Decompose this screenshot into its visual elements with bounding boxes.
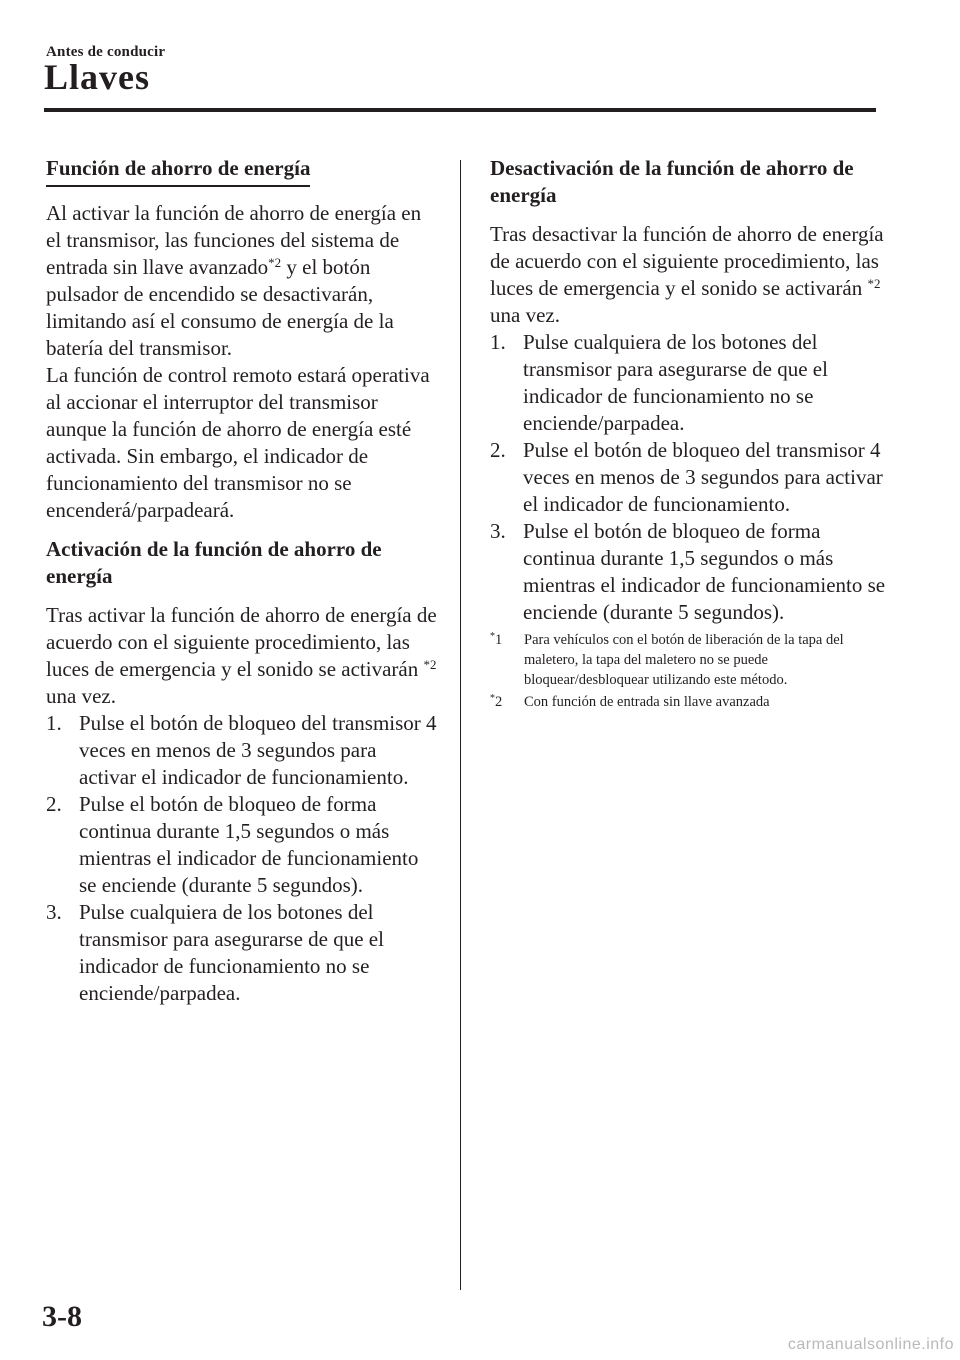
deactivation-heading: Desactivación de la función de ahorro de energía [490, 156, 854, 207]
left-column [46, 155, 438, 1007]
activation-steps [46, 710, 438, 1007]
intro-text-b: y el botón pulsador de encendido se desactivarán, limitando así el consumo de energía de la batería del transmisor. [46, 255, 394, 360]
asterisk: * [490, 693, 495, 704]
intro-paragraph [46, 200, 438, 362]
step-text: Pulse el botón de bloqueo del transmisor 4 veces en menos de 3 segundos para activar el indicador de funcionamiento. [523, 438, 883, 516]
footnote-marker [490, 630, 502, 650]
activation-heading: Activación de la función de ahorro de energía [46, 537, 382, 588]
energy-saving-heading: Función de ahorro de energía [46, 155, 310, 187]
column-divider [460, 160, 461, 1290]
footnote-1 [490, 630, 890, 690]
step-text: Pulse el botón de bloqueo del transmisor 4 veces en menos de 3 segundos para activar el indicador de funcionamiento. [79, 711, 437, 789]
step-number: 1. [46, 711, 62, 735]
watermark: carmanualsonline.info [787, 1336, 954, 1353]
step-number: 2. [46, 792, 62, 816]
footnotes [490, 630, 890, 712]
list-item [490, 437, 890, 518]
deactivation-intro-text-b: una vez. [490, 303, 560, 327]
chapter-title: Llaves [44, 57, 151, 97]
activation-intro-text-b: una vez. [46, 684, 116, 708]
section-label: Antes de conducir [46, 44, 166, 60]
footnote-ref: *2 [867, 276, 881, 291]
activation-intro-text-a: Tras activar la función de ahorro de energía de acuerdo con el siguiente procedimiento, las luces de emergencia y el sonido se activarán [46, 603, 437, 681]
footnote-ref: *2 [423, 657, 437, 672]
footnote-2 [490, 692, 890, 712]
footnote-number: 2 [495, 694, 503, 710]
asterisk: * [490, 631, 495, 642]
step-number: 2. [490, 438, 506, 462]
step-number: 3. [490, 519, 506, 543]
page-number: 3-8 [42, 1300, 82, 1333]
intro-text-a: Al activar la función de ahorro de energía en el transmisor, las funciones del sistema de entrada sin llave avanzado [46, 201, 422, 279]
deactivation-intro [490, 221, 890, 329]
footnote-number: 1 [495, 632, 503, 648]
step-text: Pulse el botón de bloqueo de forma continua durante 1,5 segundos o más mientras el indicador de funcionamiento se enciende (durante 5 segundos). [523, 519, 886, 624]
deactivation-steps [490, 329, 890, 626]
step-text: Pulse cualquiera de los botones del transmisor para asegurarse de que el indicador de funcionamiento no se enciende/parpadea. [79, 900, 384, 1005]
list-item [490, 329, 890, 437]
footnote-marker [490, 692, 502, 712]
deactivation-intro-text-a: Tras desactivar la función de ahorro de energía de acuerdo con el siguiente procedimiento, las luces de emergencia y el sonido se activarán [490, 222, 884, 300]
list-item [46, 710, 438, 791]
step-number: 1. [490, 330, 506, 354]
step-number: 3. [46, 900, 62, 924]
step-text: Pulse el botón de bloqueo de forma continua durante 1,5 segundos o más mientras el indicador de funcionamiento se enciende (durante 5 segundos). [79, 792, 419, 897]
step-text: Pulse cualquiera de los botones del transmisor para asegurarse de que el indicador de funcionamiento no se enciende/parpadea. [523, 330, 828, 435]
header-rule [44, 108, 876, 112]
footnote-ref: *2 [268, 255, 282, 270]
list-item [490, 518, 890, 626]
activation-intro [46, 602, 438, 710]
footnote-text: Con función de entrada sin llave avanzada [524, 694, 770, 710]
footnote-text: Para vehículos con el botón de liberación de la tapa del maletero, la tapa del maletero no se puede bloquear/desbloquear utilizando este método. [524, 632, 844, 688]
right-column [490, 155, 890, 714]
list-item [46, 899, 438, 1007]
list-item [46, 791, 438, 899]
remote-control-paragraph: La función de control remoto estará operativa al accionar el interruptor del transmisor aunque la función de ahorro de energía esté activada. Sin embargo, el indicador de funcionamiento del transmisor no se encenderá/parpadeará. [46, 363, 430, 522]
